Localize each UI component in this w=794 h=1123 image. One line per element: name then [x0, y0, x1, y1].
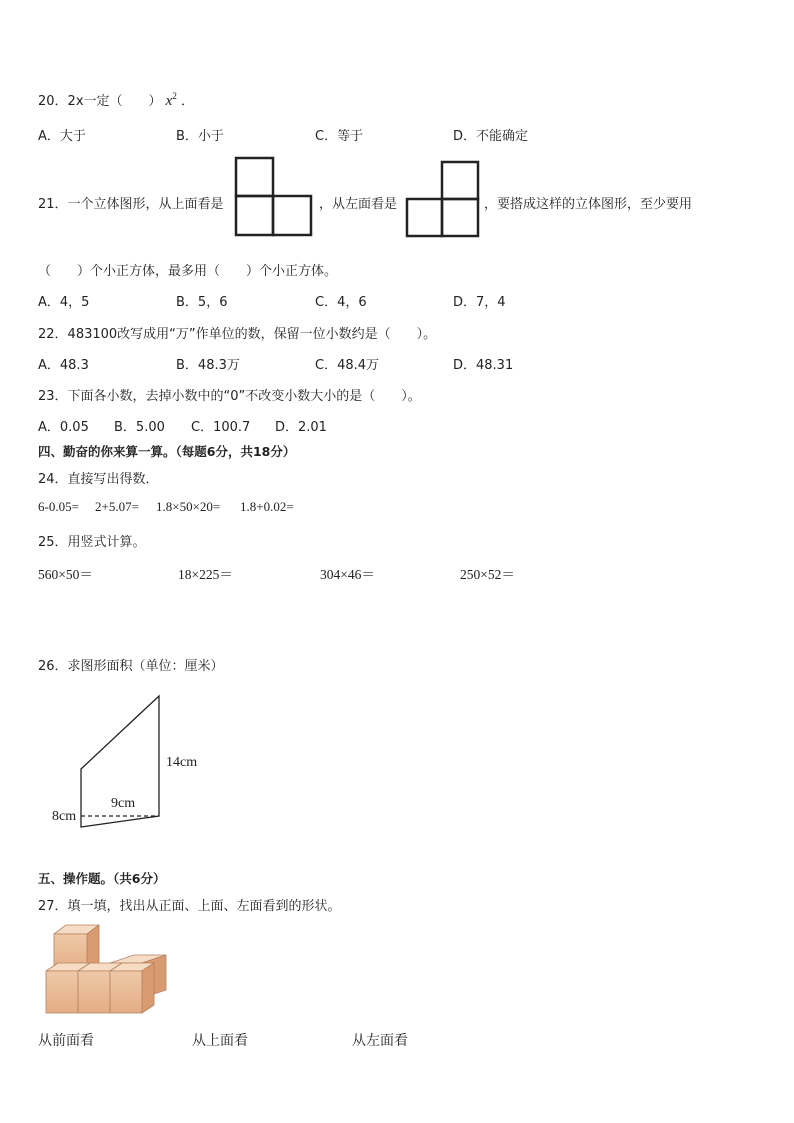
left-view-square-upper	[442, 162, 478, 199]
q21-part2: ，从左面看是	[319, 197, 398, 212]
q24-item: 1.8+0.02=	[240, 499, 294, 514]
q21-part1: 21．一个立体图形，从上面看是	[38, 197, 224, 212]
q20-option-b: B．小于	[176, 129, 224, 144]
q27-view-front: 从前面看	[38, 1033, 94, 1049]
top-view-square-lower-right	[273, 196, 311, 235]
q24-stem: 24．直接写出得数．	[38, 472, 159, 487]
q27-view-left: 从左面看	[352, 1033, 408, 1049]
q25-stem: 25．用竖式计算。	[38, 535, 146, 550]
q26-label-left-side: 8cm	[52, 809, 77, 824]
q24-item: 1.8×50×20=	[156, 499, 221, 514]
q20-expr-exp: 2	[172, 91, 177, 101]
left-view-square-lower-right	[442, 199, 478, 236]
q27-stem: 27．填一填，找出从正面、上面、左面看到的形状。	[38, 899, 341, 914]
q26-label-right-side: 14cm	[166, 755, 198, 770]
q23-option-d: D．2.01	[275, 420, 327, 435]
q27-cube-stack-figure	[44, 922, 170, 1016]
q25-item: 18×225＝	[178, 567, 233, 582]
q22-option-d: D．48.31	[453, 358, 514, 373]
cube-front-1	[46, 971, 78, 1013]
section4-title: 四、勤奋的你来算一算。（每题6分，共18分）	[38, 444, 296, 459]
left-view-square-lower-left	[407, 199, 442, 236]
q22-option-a: A．48.3	[38, 358, 89, 373]
q24-item: 6-0.05=	[38, 499, 79, 514]
q24-item: 2+5.07=	[95, 499, 139, 514]
cube-front-side	[142, 963, 154, 1013]
q21-option-b: B．5，6	[176, 295, 228, 310]
q20-option-c: C．等于	[315, 129, 364, 144]
q23-option-a: A．0.05	[38, 420, 89, 435]
cube-front-3	[110, 971, 142, 1013]
q21-line2: （ ）个小正方体，最多用（ ）个小正方体。	[38, 264, 338, 279]
q27-view-top: 从上面看	[192, 1033, 248, 1049]
q23-stem: 23．下面各小数，去掉小数中的“0”不改变小数大小的是（ ）。	[38, 389, 421, 404]
q21-option-a: A．4，5	[38, 295, 90, 310]
section5-title: 五、操作题。（共6分）	[38, 871, 166, 886]
q26-stem: 26．求图形面积（单位：厘米）	[38, 659, 224, 674]
q22-stem: 22．483100改写成用“万”作单位的数，保留一位小数约是（ ）。	[38, 327, 437, 342]
q20-option-d: D．不能确定	[453, 129, 529, 144]
q20-option-a: A．大于	[38, 129, 86, 144]
q26-label-middle: 9cm	[111, 796, 136, 811]
top-view-square-upper	[236, 158, 273, 196]
q21-option-d: D．7，4	[453, 295, 506, 310]
cube-front-2	[78, 971, 110, 1013]
q23-option-b: B．5.00	[114, 420, 165, 435]
q21-option-c: C．4，6	[315, 295, 367, 310]
q23-option-c: C．100.7	[191, 420, 251, 435]
top-view-square-lower-left	[236, 196, 273, 235]
q21-left-view-figure	[405, 160, 481, 238]
q22-option-c: C．48.4万	[315, 358, 380, 373]
q20-stem: 20．2x一定（ ） $x^2$ ．	[38, 91, 194, 109]
q20-expr-base: x	[165, 93, 173, 109]
q25-item: 304×46＝	[320, 567, 375, 582]
q21-top-view-figure	[234, 156, 314, 238]
q22-option-b: B．48.3万	[176, 358, 240, 373]
q25-item: 560×50＝	[38, 567, 93, 582]
q25-item: 250×52＝	[460, 567, 515, 582]
q21-part3: ，要搭成这样的立体图形，至少要用	[484, 197, 693, 212]
